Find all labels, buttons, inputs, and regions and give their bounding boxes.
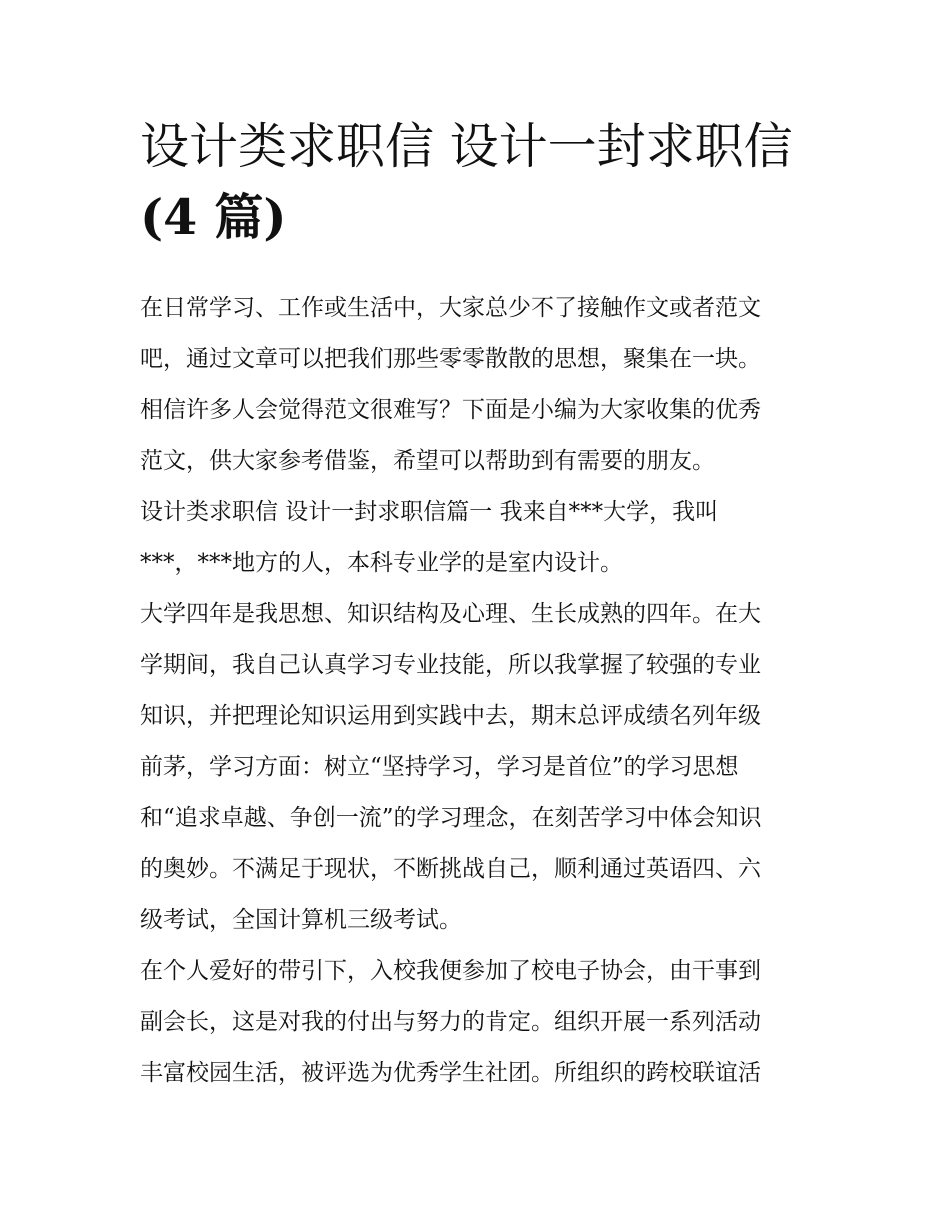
body-line: 和“追求卓越、争创一流”的学习理念，在刻苦学习中体会知识 xyxy=(140,805,762,831)
body-line: 级考试，全国计算机三级考试。 xyxy=(140,907,462,933)
title-line-1: 设计类求职信 设计一封求职信 xyxy=(140,118,793,175)
document-body xyxy=(140,283,830,1099)
body-line: 大学四年是我思想、知识结构及心理、生长成熟的四年。在大 xyxy=(140,601,761,627)
document-title xyxy=(140,112,830,252)
title-line-2: (4 篇) xyxy=(140,188,287,246)
body-line: 在个人爱好的带引下，入校我便参加了校电子协会，由干事到 xyxy=(140,958,761,984)
body-line: 知识，并把理论知识运用到实践中去，期末总评成绩名列年级 xyxy=(140,703,761,729)
body-line: 范文，供大家参考借鉴，希望可以帮助到有需要的朋友。 xyxy=(140,448,715,474)
body-line: 设计类求职信 设计一封求职信篇一 我来自***大学，我叫 xyxy=(140,499,719,525)
body-line: 相信许多人会觉得范文很难写？下面是小编为大家收集的优秀 xyxy=(140,397,761,423)
body-line: ***，***地方的人，本科专业学的是室内设计。 xyxy=(140,550,623,576)
body-line: 的奥妙。不满足于现状，不断挑战自己，顺利通过英语四、六 xyxy=(140,856,761,882)
body-line: 副会长，这是对我的付出与努力的肯定。组织开展一系列活动 xyxy=(140,1009,761,1035)
body-line: 在日常学习、工作或生活中，大家总少不了接触作文或者范文 xyxy=(140,295,761,321)
body-line: 前茅，学习方面：树立“坚持学习，学习是首位”的学习思想 xyxy=(140,754,739,780)
body-line: 吧，通过文章可以把我们那些零零散散的思想，聚集在一块。 xyxy=(140,346,761,372)
body-line: 丰富校园生活，被评选为优秀学生社团。所组织的跨校联谊活 xyxy=(140,1060,761,1086)
body-line: 学期间，我自己认真学习专业技能，所以我掌握了较强的专业 xyxy=(140,652,761,678)
